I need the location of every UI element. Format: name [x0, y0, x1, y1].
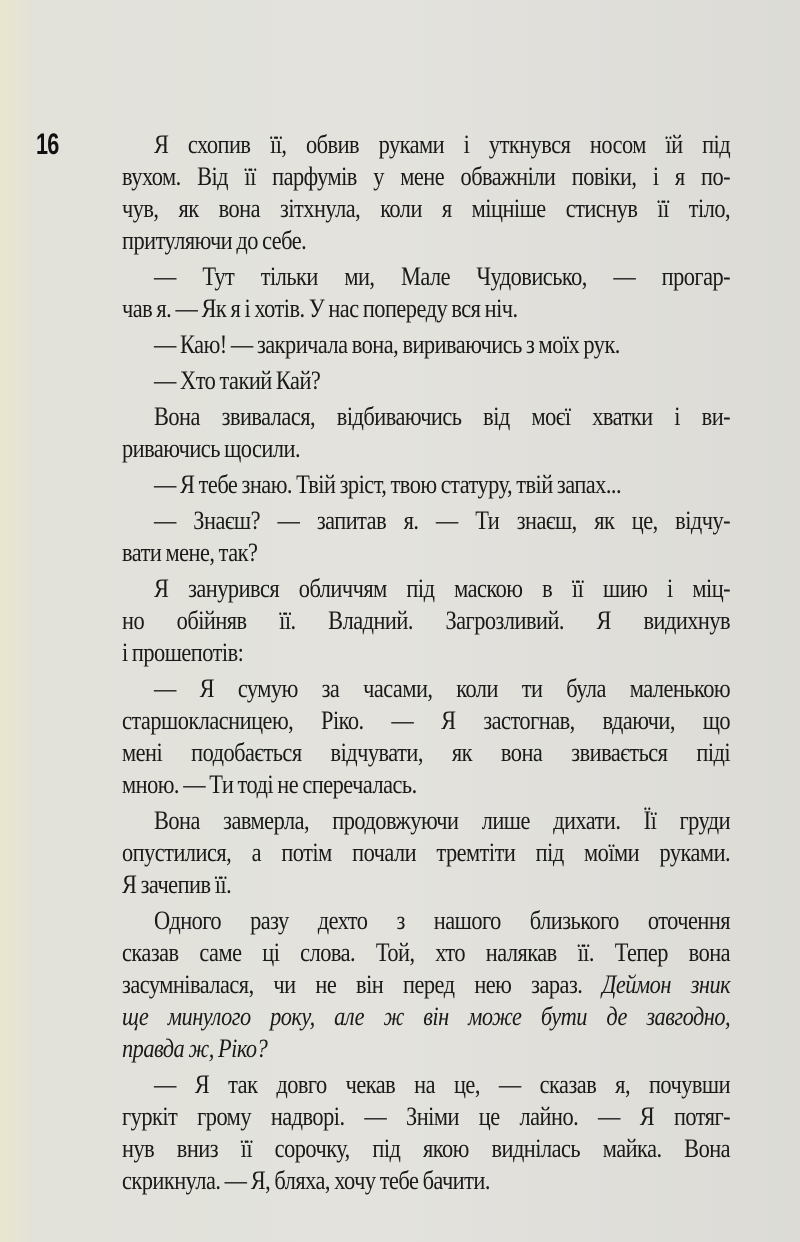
text-line: сказав саме ці слова. Той, хто налякав її. Тепер вона [122, 938, 731, 967]
text-line: — Я так довго чекав на це, — сказав я, почувши [154, 1070, 731, 1099]
text-line: скрикнула. — Я, бляха, хочу тебе бачити. [122, 1166, 490, 1195]
text-line: — Я сумую за часами, коли ти була маленькою [154, 674, 731, 703]
text-line: — Тут тільки ми, Мале Чудовисько, — прогар- [154, 262, 731, 291]
page-number: 16 [36, 128, 59, 161]
italic-text: правда ж, Ріко? [122, 1034, 268, 1063]
text-line: і прошепотів: [122, 638, 244, 667]
text-line: нув вниз її сорочку, під якою виднілась майка. Вона [122, 1134, 731, 1163]
text-line: чав я. — Як я і хотів. У нас попереду вся ніч. [122, 294, 518, 323]
italic-text: ще минулого року, але ж він може бути де завгодно, [122, 1002, 731, 1031]
text-line: гуркіт грому надворі. — Зніми це лайно. — Я потяг- [122, 1102, 731, 1131]
text-line: Я схопив її, обвив руками і уткнувся носом їй під [154, 130, 731, 159]
text-line: мною. — Ти тоді не сперечалась. [122, 770, 417, 799]
text-line: вати мене, так? [122, 538, 258, 567]
text-line: — Знаєш? — запитав я. — Ти знаєш, як це, відчу- [154, 506, 731, 535]
text-line: мені подобається відчувати, як вона звивається піді [122, 738, 731, 767]
text-line: — Хто такий Кай? [154, 366, 321, 395]
text-line: притуляючи до себе. [122, 226, 307, 255]
text-line: — Каю! — закричала вона, вириваючись з моїх рук. [154, 330, 620, 359]
text-line: Вона звивалася, відбиваючись від моєї хватки і ви- [154, 402, 731, 431]
text-line: засумнівалася, чи не він перед нею зараз. Деймон зник [122, 970, 731, 999]
text-line [122, 1001, 730, 1033]
text-line [122, 1033, 730, 1065]
text-line: Вона завмерла, продовжуючи лише дихати. Її груди [154, 806, 731, 835]
italic-text: Деймон зник [602, 970, 731, 999]
text-line: риваючись щосили. [122, 434, 301, 463]
text-line: опустилися, а потім почали тремтіти під моїми руками. [122, 838, 731, 867]
text-line: чув, як вона зітхнула, коли я міцніше стиснув її тіло, [122, 194, 731, 223]
text-line: — Я тебе знаю. Твій зріст, твою статуру, твій запах... [154, 470, 622, 499]
text-line: Я зачепив її. [122, 870, 232, 899]
text-line: но обійняв її. Владний. Загрозливий. Я видихнув [122, 606, 731, 635]
text-line: Я занурився обличчям під маскою в її шию і міц- [154, 574, 731, 603]
text-line: старшокласницею, Ріко. — Я застогнав, вдаючи, що [122, 706, 731, 735]
text-line: Одного разу дехто з нашого близького оточення [154, 906, 731, 935]
text-line: вухом. Від її парфумів у мене обважніли повіки, і я по- [122, 162, 731, 191]
